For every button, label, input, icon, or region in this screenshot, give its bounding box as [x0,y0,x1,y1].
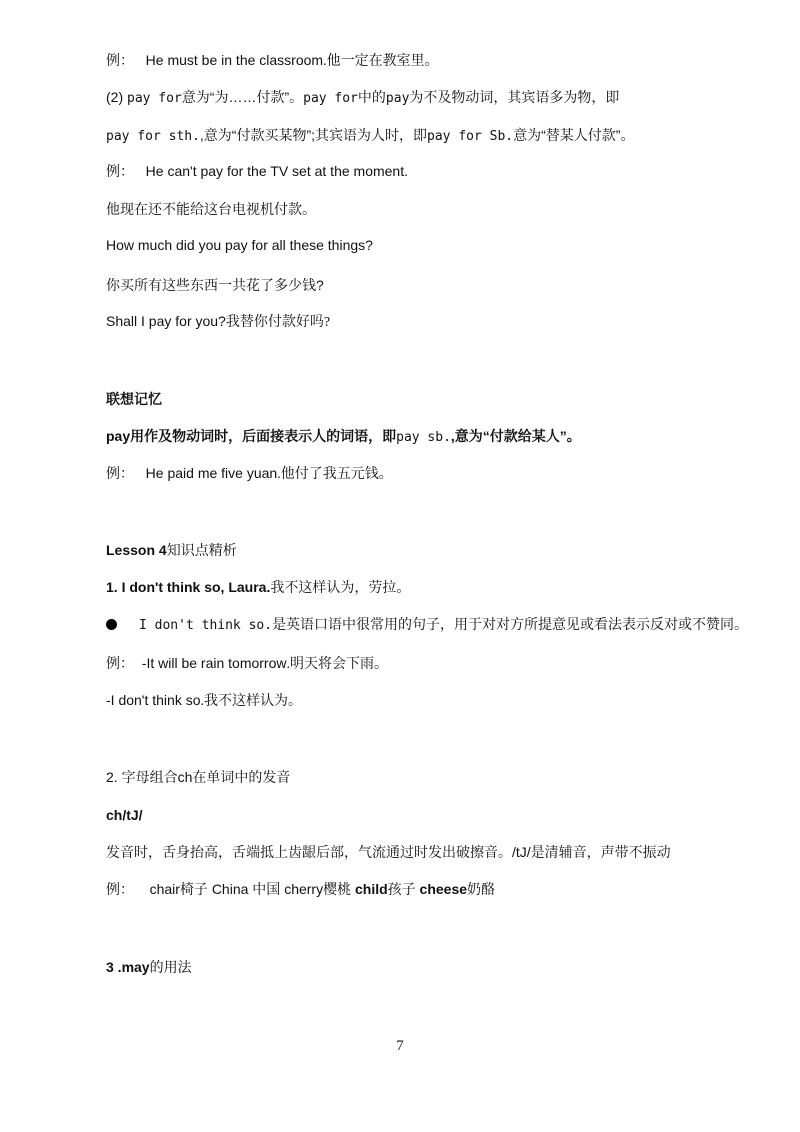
bullet-paragraph: I don't think so.是英语口语中很常用的句子，用于对对方所提意见或看法表示反对或不赞同。 [106,614,748,636]
example-line-shall-i: Shall I pay for you?我替你付款好吗? [106,313,331,330]
section-heading-association: 联想记忆 [106,391,162,407]
example-line-classroom: 例： He must be in the classroom.他一定在教室里。 [106,52,439,69]
point-1-heading: 1. I don't think so, Laura.我不这样认为，劳拉。 [106,579,411,596]
translation-how-much: 你买所有这些东西一共花了多少钱? [106,277,324,293]
example-line-five-yuan: 例： He paid me five yuan.他付了我五元钱。 [106,465,393,482]
point-2-heading: 2. 字母组合ch在单词中的发音 [106,769,291,785]
example-line-tv-set: 例： He can't pay for the TV set at the moment. [106,163,408,180]
point-3-heading: 3 .may的用法 [106,959,192,976]
lesson-heading: Lesson 4知识点精析 [106,542,237,558]
phonetic-label: ch/tJ/ [106,807,143,823]
paragraph-pay-for-objects: pay for sth.,意为“付款买某物”;其宾语为人时，即pay for Sb.意为“替某人付款”。 [106,127,635,144]
example-line-dont-think: -I don't think so.我不这样认为。 [106,692,302,709]
page-number: 7 [396,1038,404,1054]
bullet-icon [106,619,117,630]
example-line-how-much: How much did you pay for all these things? [106,237,373,253]
translation-tv-set: 他现在还不能给这台电视机付款。 [106,201,316,217]
paragraph-pay-for-definition: (2) pay for意为“为……付款”。pay for中的pay为不及物动词，其宾语多为物，即 [106,89,620,106]
paragraph-pay-transitive: pay用作及物动词时，后面接表示人的词语，即pay sb.,意为“付款给某人”。 [106,428,581,445]
example-line-ch-words: 例： chair椅子 China 中国 cherry樱桃 child孩子 cheese奶酪 [106,881,496,898]
paragraph-pronunciation: 发音时，舌身抬高，舌端抵上齿龈后部，气流通过时发出破擦音。/tJ/是清辅音，声带不振动 [106,844,671,860]
example-line-rain: 例： -It will be rain tomorrow.明天将会下雨。 [106,655,388,672]
